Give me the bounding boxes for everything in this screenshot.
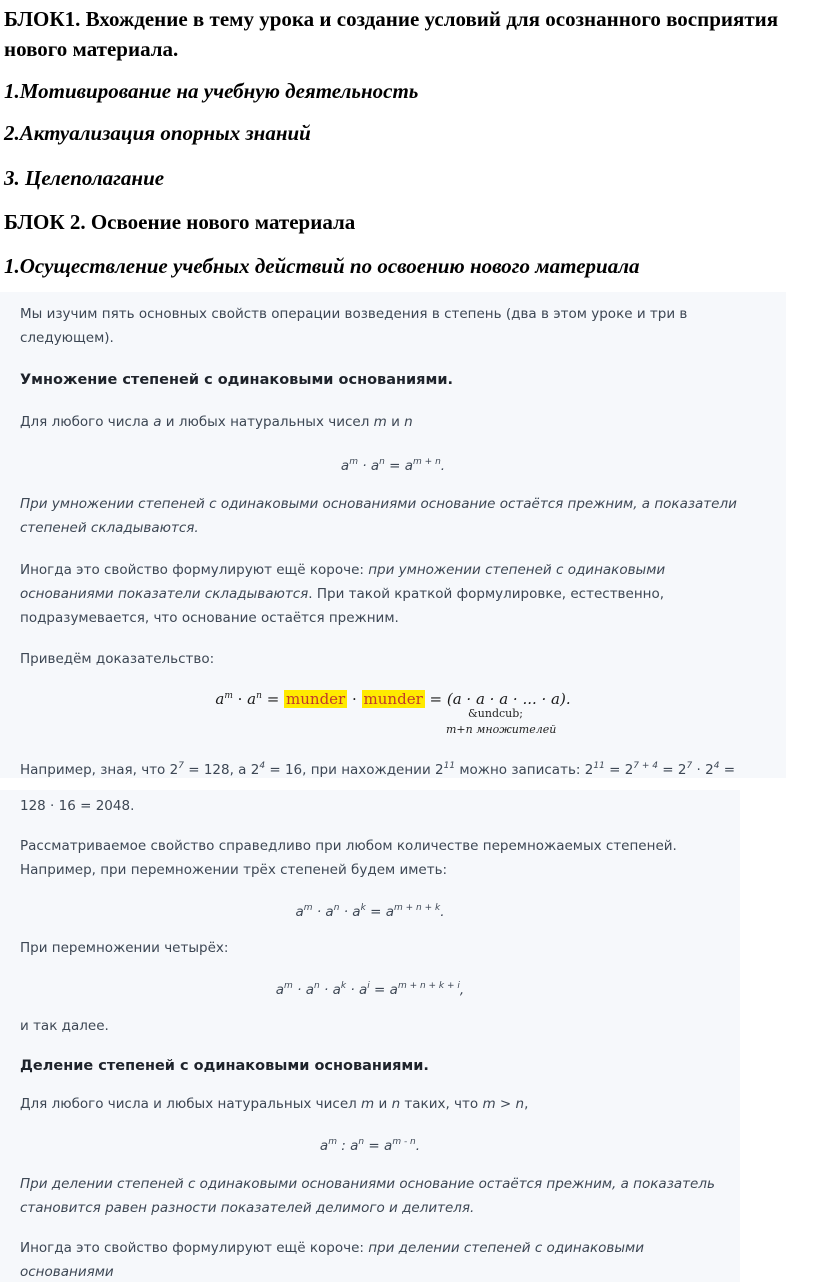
multiplication-title: Умножение степеней с одинаковыми основаниями. <box>20 372 454 388</box>
block1-heading: БЛОК1. Вхождение в тему урока и создание условий для осознанного восприятия нового материала. <box>4 7 779 61</box>
example-line: Например, зная, что $2^7 = 128$, а $2^4 = 16$, при нахождении $2^{11}$ можно записать: $2^{11} = 2^{7 + 4} = 2^7 \cdot 2^4$ = <box>20 761 736 778</box>
short-formulation: Иногда это свойство формулируют ещё короче: при умножении степеней с одинаковыми основаниями показатели складываются. При такой краткой формулировке, естественно, подразумевается, что основание остаётся прежним. <box>20 562 666 626</box>
undcub-label: &undcub; <box>468 707 523 720</box>
lesson-screenshot-2 <box>0 790 740 1282</box>
division-rule: При делении степеней с одинаковыми основаниями основание остаётся прежним, а показатель становится равен разности показателей делимого и делителя. <box>20 1176 715 1216</box>
three-powers-formula: $a^m \cdot a^n \cdot a^k = a^{m + n + k}$. <box>295 903 445 920</box>
multipliers-label: m+n множителей <box>446 723 557 736</box>
motivation-heading: 1.Мотивирование на учебную деятельность <box>4 79 419 103</box>
multiplication-condition: Для любого числа a и любых натуральных чисел m и n <box>20 414 413 430</box>
lesson-screenshot-1 <box>0 292 786 778</box>
proof-formula: $a^m \cdot a^n$ = munder · munder = (a · a · a · ... · a). <box>215 690 571 708</box>
munder-highlight: munder <box>363 690 423 708</box>
learning-actions-heading: 1.Осуществление учебных действий по освоению нового материала <box>4 254 640 278</box>
munder-highlight: munder <box>286 690 346 708</box>
intro-text: Мы изучим пять основных свойств операции возведения в степень (два в этом уроке и три в следующем). <box>20 306 688 346</box>
etc-text: и так далее. <box>20 1018 109 1034</box>
multiplication-rule: При умножении степеней с одинаковыми основаниями основание остаётся прежним, а показатели степеней складываются. <box>20 496 737 536</box>
four-powers-formula: $a^m \cdot a^n \cdot a^k \cdot a^i = a^{m + n + k + i}$, <box>275 981 465 998</box>
four-powers-label: При перемножении четырёх: <box>20 940 229 956</box>
division-condition: Для любого числа и любых натуральных чисел m и n таких, что m > n, <box>20 1096 529 1112</box>
actualization-heading: 2.Актуализация опорных знаний <box>4 121 311 145</box>
generalization-text: Рассматриваемое свойство справедливо при любом количестве перемножаемых степеней. Например, при перемножении трёх степеней будем иметь: <box>20 838 677 878</box>
division-formula: $a^m$ : $a^n = a^{m - n}$. <box>319 1137 421 1154</box>
goal-setting-heading: 3. Целеполагание <box>4 166 165 190</box>
division-title: Деление степеней с одинаковыми основаниями. <box>20 1058 429 1074</box>
proof-label: Приведём доказательство: <box>20 651 215 667</box>
division-short-formulation: Иногда это свойство формулируют ещё короче: при делении степеней с одинаковыми основаниями <box>20 1240 645 1280</box>
multiplication-formula: $a^m \cdot a^n = a^{m + n}$. <box>340 457 446 474</box>
block2-heading: БЛОК 2. Освоение нового материала <box>4 210 356 234</box>
example-result: 128 · 16 = 2048. <box>20 798 135 814</box>
